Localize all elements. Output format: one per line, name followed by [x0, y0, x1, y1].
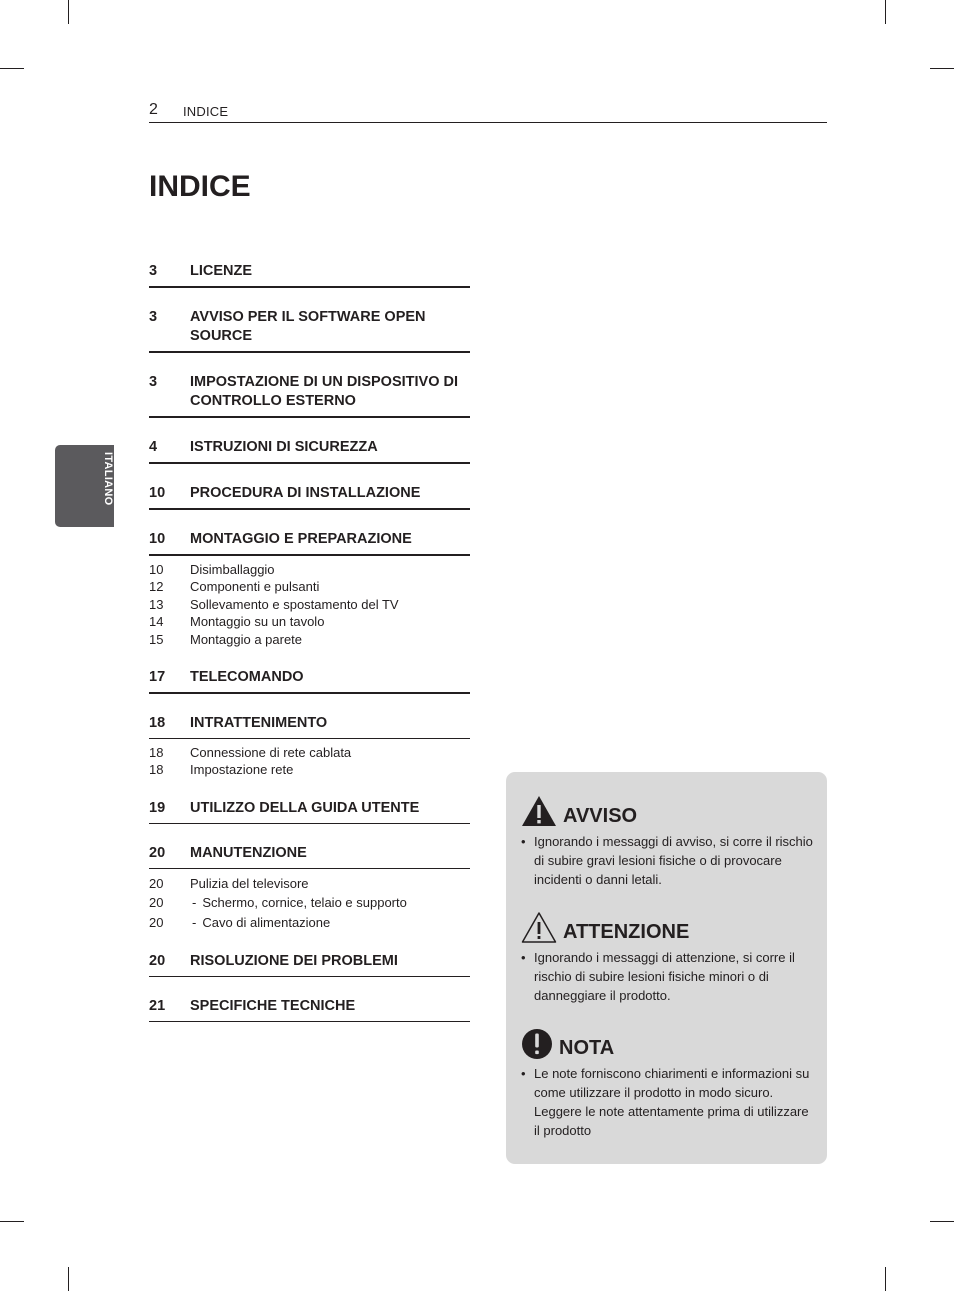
toc-page-number: 4 — [149, 439, 158, 455]
toc-heading — [149, 799, 470, 824]
toc-title: MANUTENZIONE — [190, 844, 307, 861]
toc-sub-page-number: 20 — [149, 895, 164, 911]
bullet: • — [521, 834, 526, 849]
toc-sub-page-number: 20 — [149, 914, 164, 930]
crop-mark — [0, 1221, 24, 1222]
toc-heading — [149, 997, 470, 1022]
toc-page-number: 10 — [149, 485, 166, 501]
toc-subitem — [149, 761, 470, 778]
toc-title: MONTAGGIO E PREPARAZIONE — [190, 531, 412, 547]
warning-triangle-outline-icon — [521, 911, 557, 944]
toc-sub-title: Montaggio a parete — [190, 631, 303, 647]
toc-subitems — [149, 869, 470, 933]
toc-subitem — [149, 578, 470, 595]
warning-triangle-filled-icon — [521, 795, 557, 828]
toc-title: INTRATTENIMENTO — [190, 715, 328, 732]
toc-heading — [149, 438, 470, 464]
page-title: INDICE — [149, 170, 251, 203]
toc-heading — [149, 308, 470, 353]
toc-title: IMPOSTAZIONE DI UN DISPOSITIVO DI CONTROLLO ESTERNO — [190, 374, 459, 409]
nota-note — [521, 1026, 816, 1140]
toc-page-number: 17 — [149, 669, 166, 686]
toc-title: ISTRUZIONI DI SICUREZZA — [190, 439, 378, 455]
toc-page-number: 21 — [149, 998, 166, 1015]
toc-heading — [149, 484, 470, 510]
toc-section — [149, 799, 470, 824]
toc-section — [149, 530, 470, 648]
toc-sub-page-number: 18 — [149, 745, 164, 761]
toc-heading — [149, 844, 470, 869]
toc-page-number: 3 — [149, 309, 158, 325]
note-body — [521, 948, 816, 1005]
toc-heading — [149, 262, 470, 288]
toc-section — [149, 308, 470, 353]
avviso-note — [521, 794, 816, 889]
toc-sub-title: Connessione di rete cablata — [190, 745, 352, 761]
toc-sub-page-number: 10 — [149, 562, 164, 577]
language-side-tab — [55, 445, 114, 527]
toc-section — [149, 668, 470, 694]
nota-text: Le note forniscono chiarimenti e informazioni su come utilizzare il prodotto in modo sicuro. Leggere le note attentamente prima di utilizzare il prodotto — [534, 1066, 810, 1138]
toc-heading — [149, 952, 470, 977]
toc-subitem — [149, 613, 470, 630]
attenzione-label: ATTENZIONE — [563, 921, 690, 943]
page-number: 2 — [149, 101, 158, 118]
toc-sub-title: Montaggio su un tavolo — [190, 614, 325, 630]
toc-section — [149, 714, 470, 779]
toc-subitem — [149, 874, 470, 894]
toc-sub-page-number: 15 — [149, 631, 164, 647]
toc-section — [149, 484, 470, 510]
toc-section — [149, 997, 470, 1022]
toc-subitems — [149, 739, 470, 779]
note-body — [521, 832, 816, 889]
bullet: • — [521, 950, 526, 965]
attenzione-text: Ignorando i messaggi di attenzione, si corre il rischio di subire lesioni fisiche minori o di danneggiare il prodotto. — [534, 950, 795, 1003]
toc-heading — [149, 668, 470, 694]
toc-sub-page-number: 13 — [149, 596, 164, 612]
toc-page-number: 10 — [149, 531, 166, 547]
crop-mark — [885, 0, 886, 24]
toc-title: AVVISO PER IL SOFTWARE OPEN SOURCE — [190, 309, 426, 344]
toc-title: PROCEDURA DI INSTALLAZIONE — [190, 485, 421, 501]
language-tab-label: ITALIANO — [102, 452, 114, 506]
nota-label: NOTA — [559, 1037, 615, 1059]
toc-subitem — [149, 561, 470, 578]
note-title — [521, 1026, 816, 1060]
toc-page-number: 20 — [149, 844, 166, 861]
toc-sub-page-number: 12 — [149, 579, 164, 595]
toc-title: RISOLUZIONE DEI PROBLEMI — [190, 953, 398, 970]
toc-sub-page-number: 20 — [149, 875, 164, 891]
toc-sub-title: - Cavo di alimentazione — [190, 913, 330, 933]
crop-mark — [68, 0, 69, 24]
notes-box — [506, 772, 827, 1164]
toc-sub-page-number: 18 — [149, 762, 164, 778]
toc-heading — [149, 373, 470, 418]
toc-section — [149, 438, 470, 464]
bullet: • — [521, 1066, 526, 1081]
note-title — [521, 794, 816, 828]
toc-subitem — [149, 913, 470, 933]
toc-title: LICENZE — [190, 263, 253, 279]
note-title — [521, 910, 816, 944]
crop-mark — [0, 68, 24, 69]
toc-title: TELECOMANDO — [190, 669, 304, 686]
toc-page-number: 20 — [149, 953, 166, 970]
attenzione-note — [521, 910, 816, 1005]
toc-subitem — [149, 744, 470, 761]
toc-sub-title: Componenti e pulsanti — [190, 579, 320, 595]
toc-subitem — [149, 631, 470, 648]
toc-section — [149, 844, 470, 933]
toc-sub-title: - Schermo, cornice, telaio e supporto — [190, 893, 407, 913]
toc-title: UTILIZZO DELLA GUIDA UTENTE — [190, 799, 420, 816]
toc-section — [149, 373, 470, 418]
toc-page-number: 18 — [149, 715, 166, 732]
header-section-title: INDICE — [183, 104, 229, 119]
avviso-text: Ignorando i messaggi di avviso, si corre il rischio di subire gravi lesioni fisiche o di provocare incidenti o danni letali. — [534, 834, 813, 887]
toc-page-number: 3 — [149, 263, 158, 279]
page-header — [149, 100, 827, 123]
toc-subitems — [149, 556, 470, 648]
toc-heading — [149, 714, 470, 739]
crop-mark — [885, 1267, 886, 1291]
table-of-contents — [149, 262, 470, 1032]
toc-heading — [149, 530, 470, 556]
crop-mark — [930, 1221, 954, 1222]
exclamation-circle-icon — [521, 1027, 553, 1060]
crop-mark — [930, 68, 954, 69]
toc-section — [149, 952, 470, 977]
toc-sub-title: Disimballaggio — [190, 562, 275, 577]
toc-sub-page-number: 14 — [149, 614, 164, 630]
toc-page-number: 3 — [149, 374, 158, 390]
crop-mark — [68, 1267, 69, 1291]
toc-subitem — [149, 893, 470, 913]
avviso-label: AVVISO — [563, 805, 638, 827]
note-body — [521, 1064, 816, 1140]
toc-section — [149, 262, 470, 288]
toc-sub-title: Pulizia del televisore — [190, 875, 309, 891]
toc-sub-title: Sollevamento e spostamento del TV — [190, 596, 399, 612]
toc-page-number: 19 — [149, 799, 166, 816]
toc-title: SPECIFICHE TECNICHE — [190, 998, 356, 1015]
toc-subitem — [149, 596, 470, 613]
toc-sub-title: Impostazione rete — [190, 762, 294, 778]
